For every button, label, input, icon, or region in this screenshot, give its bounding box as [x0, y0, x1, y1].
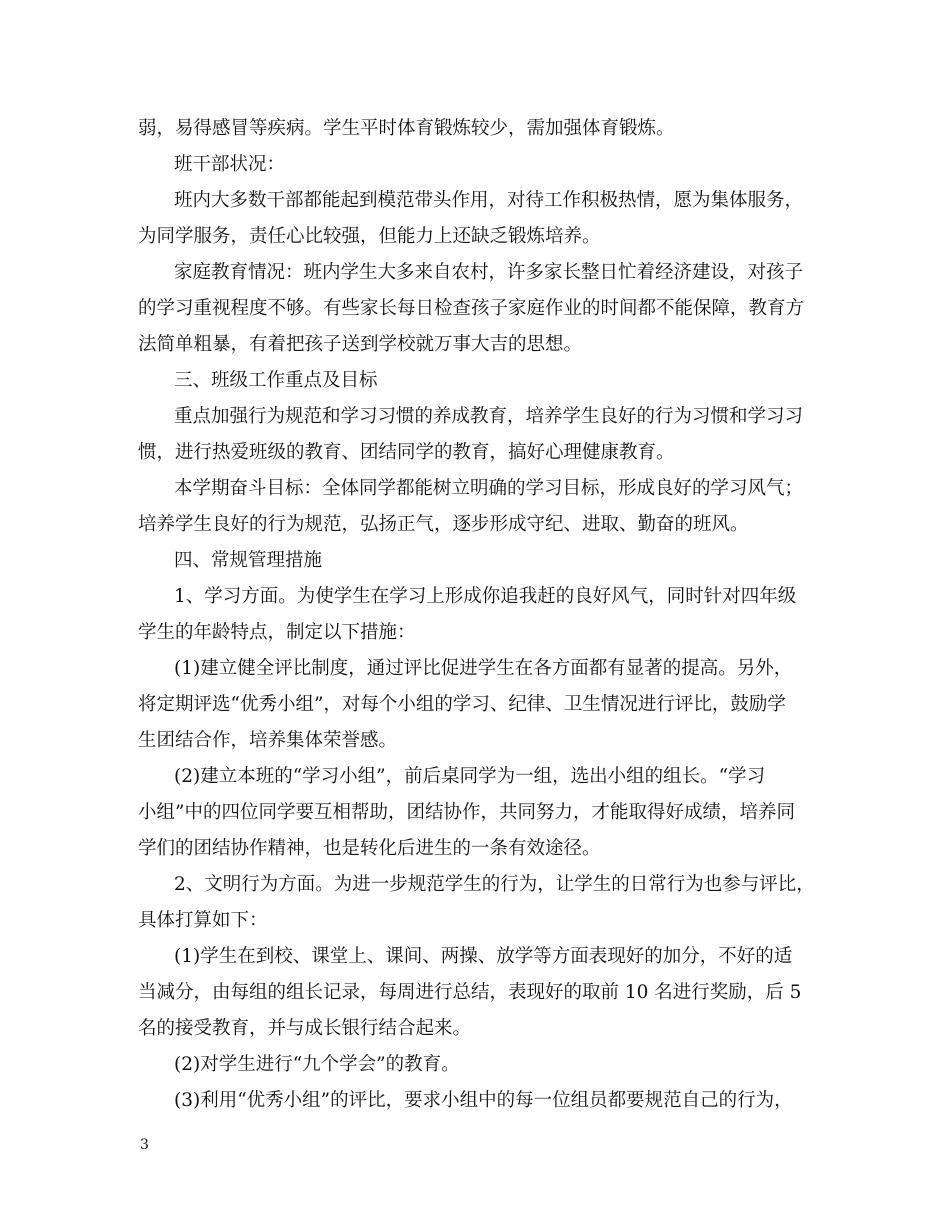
text-line: (1)学生在到校、课堂上、课间、两操、放学等方面表现好的加分，不好的适 [174, 946, 793, 967]
text-line: 为同学服务，责任心比较强，但能力上还缺乏锻炼培养。 [138, 226, 601, 247]
text-line: 学们的团结协作精神，也是转化后进生的一条有效途径。 [138, 838, 601, 859]
text-line: (3)利用“优秀小组”的评比，要求小组中的每一位组员都要规范自己的行为， [174, 1090, 793, 1111]
text-line: 将定期评选“优秀小组”，对每个小组的学习、纪律、卫生情况进行评比，鼓励学 [138, 694, 786, 715]
section-heading: 班干部状况： [174, 154, 286, 175]
text-line: 小组”中的四位同学要互相帮助，团结协作，共同努力，才能取得好成绩，培养同 [138, 802, 795, 823]
section-heading: 三、班级工作重点及目标 [174, 370, 378, 391]
text-line: 惯，进行热爱班级的教育、团结同学的教育，搞好心理健康教育。 [138, 442, 675, 463]
text-line: 具体打算如下： [138, 910, 268, 931]
text-line: 家庭教育情况：班内学生大多来自农村，许多家长整日忙着经济建设，对孩子 [174, 262, 804, 283]
text-line: 2、文明行为方面。为进一步规范学生的行为，让学生的日常行为也参与评比， [174, 874, 815, 895]
text-line: 重点加强行为规范和学习习惯的养成教育，培养学生良好的行为习惯和学习习 [174, 406, 804, 427]
text-line: (2)建立本班的“学习小组”，前后桌同学为一组，选出小组的组长。“学习 [174, 766, 766, 787]
text-line: 的学习重视程度不够。有些家长每日检查孩子家庭作业的时间都不能保障，教育方 [138, 298, 805, 319]
text-line: (2)对学生进行“九个学会”的教育。 [174, 1054, 460, 1075]
text-line: 本学期奋斗目标：全体同学都能树立明确的学习目标，形成良好的学习风气； [174, 478, 804, 499]
text-line: 班内大多数干部都能起到模范带头作用，对待工作积极热情，愿为集体服务， [174, 190, 804, 211]
text-line: 弱，易得感冒等疾病。学生平时体育锻炼较少，需加强体育锻炼。 [138, 118, 675, 139]
text-line: (1)建立健全评比制度，通过评比促进学生在各方面都有显著的提高。另外， [174, 658, 793, 679]
text-line: 培养学生良好的行为规范，弘扬正气，逐步形成守纪、进取、勤奋的班风。 [138, 514, 749, 535]
text-line: 当减分，由每组的组长记录，每周进行总结，表现好的取前 10 名进行奖励，后 5 [138, 982, 802, 1003]
text-line: 法简单粗暴，有着把孩子送到学校就万事大吉的思想。 [138, 334, 583, 355]
text-line: 学生的年龄特点，制定以下措施： [138, 622, 416, 643]
text-line: 生团结合作，培养集体荣誉感。 [138, 730, 398, 751]
text-line: 1、学习方面。为使学生在学习上形成你追我赶的良好风气，同时针对四年级 [174, 586, 797, 607]
text-line: 名的接受教育，并与成长银行结合起来。 [138, 1018, 472, 1039]
page-number: 3 [140, 1137, 149, 1153]
section-heading: 四、常规管理措施 [174, 550, 323, 571]
